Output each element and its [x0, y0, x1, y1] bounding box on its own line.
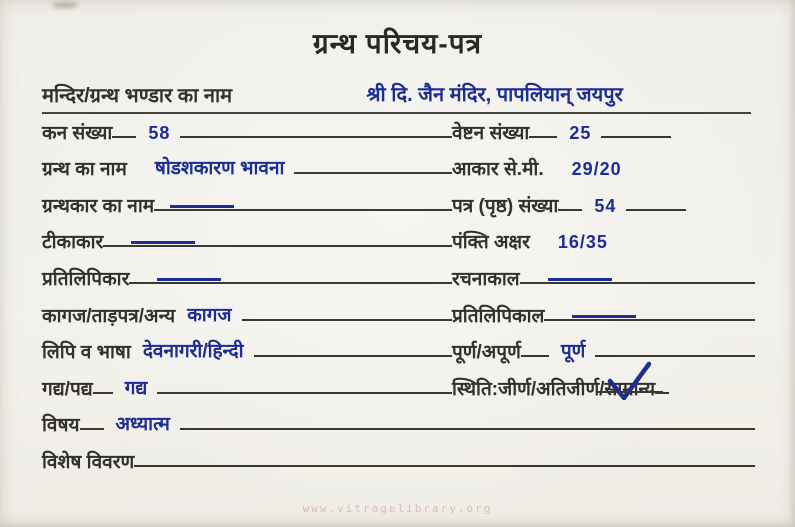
pen-blank-dash: [131, 241, 195, 244]
rule-line: [558, 209, 582, 211]
rule-line: [80, 428, 104, 430]
rule-line: [180, 428, 755, 430]
scan-smudge: [52, 2, 78, 8]
rule-line: [601, 136, 671, 138]
rule-line: [242, 319, 452, 321]
rule-line: [544, 319, 755, 321]
field-label: मन्दिर/ग्रन्थ भण्डार का नाम: [42, 85, 233, 107]
field-row-lipi-purn: [42, 330, 755, 367]
rule-line: [294, 172, 452, 174]
field-row-tikakar-pankti: [42, 220, 755, 257]
rule-line: [595, 355, 755, 357]
field-label: स्थिति:जीर्ण/अतिजीर्ण/: [451, 378, 605, 400]
field-cell: [42, 337, 452, 366]
field-cell: [452, 155, 755, 183]
field-label: पूर्ण/अपूर्ण: [451, 342, 521, 364]
field-cell: [452, 337, 755, 366]
rule-line: [529, 136, 557, 138]
card-title: ग्रन्थ परिचय-पत्र: [312, 28, 483, 59]
field-label: वेष्टन संख्या: [451, 122, 530, 144]
rule-line: [626, 209, 686, 211]
field-label: रचनाकाल: [451, 268, 520, 290]
rule-line: [134, 465, 755, 467]
field-cell: [452, 302, 755, 330]
field-cell: [42, 410, 755, 439]
field-cell: [452, 228, 755, 256]
field-row-kram-veshtan: [42, 110, 755, 147]
field-row-granth-naam-aakar: [42, 147, 755, 184]
field-cell: [452, 192, 755, 220]
pen-blank-dash: [548, 278, 612, 281]
field-label: ग्रन्थ का नाम: [42, 159, 127, 181]
field-label: विषय: [42, 415, 80, 437]
field-row-kagaj-pratilipikaal: [42, 293, 755, 330]
field-row-vishesh-vivaran: [42, 439, 755, 476]
field-cell: [452, 119, 755, 147]
field-cell: [42, 265, 452, 293]
field-label: कागज/ताड़पत्र/अन्य: [42, 305, 176, 327]
rule-line: [157, 392, 452, 394]
field-label: पत्र (पृष्ठ) संख्या: [451, 195, 559, 217]
watermark-text: www.vitragelibrary.org: [302, 502, 493, 515]
field-value-handwritten: पूर्ण: [560, 341, 586, 363]
field-cell: [42, 301, 452, 330]
field-value-handwritten: 29/20: [571, 159, 622, 180]
rule-line: [254, 355, 452, 357]
field-value-handwritten: अध्यात्म: [115, 414, 170, 436]
field-label: पंक्ति अक्षर: [451, 232, 530, 254]
rule-line: [521, 355, 549, 357]
rule-line: [655, 392, 669, 394]
field-row-vishay: [42, 403, 755, 440]
field-label: प्रतिलिपिकाल: [451, 305, 545, 327]
field-label: आकार से.मी.: [451, 159, 544, 181]
field-cell: [42, 228, 452, 256]
field-value-handwritten: गद्य: [124, 377, 148, 399]
field-value-handwritten: 58: [148, 122, 171, 143]
rule-line: [112, 136, 136, 138]
field-row-pratilipikar-rachnakal: [42, 256, 755, 293]
field-value-handwritten: 25: [569, 122, 592, 143]
pen-blank-dash: [572, 315, 636, 318]
field-label: प्रतिलिपिकार: [42, 268, 130, 290]
field-value-handwritten: देवनागरी/हिन्दी: [142, 341, 244, 363]
field-label: ग्रन्थकार का नाम: [42, 195, 155, 217]
field-cell: [452, 265, 755, 293]
field-cell: [42, 448, 755, 476]
field-label: विशेष विवरण: [42, 451, 135, 473]
field-label: कन संख्या: [42, 122, 113, 144]
field-value-handwritten: 16/35: [557, 232, 608, 253]
field-cell: [42, 154, 452, 183]
field-value-handwritten: कागज: [187, 304, 232, 326]
status-option-label: सामान्य: [604, 378, 656, 400]
card-body: [42, 72, 755, 476]
rule-line: [103, 245, 452, 247]
rule-line: [129, 282, 452, 284]
rule-line: [520, 282, 755, 284]
field-cell: [42, 374, 452, 403]
field-label: लिपि व भाषा: [42, 342, 131, 364]
field-value-handwritten: श्री दि. जैन मंदिर, पापलियान् जयपुर: [366, 84, 623, 106]
field-cell: [42, 119, 452, 147]
pen-blank-dash: [157, 278, 221, 281]
field-row-granthkar-patra: [42, 183, 755, 220]
field-cell: [452, 375, 755, 403]
rule-line: [93, 392, 113, 394]
rule-line: [42, 112, 751, 114]
pen-blank-dash: [170, 205, 234, 208]
field-value-handwritten: षोडशकारण भावना: [154, 158, 285, 180]
field-label: गद्य/पद्य: [42, 378, 93, 400]
rule-line: [154, 209, 452, 211]
field-label: टीकाकार: [42, 232, 104, 254]
field-row-mandir-name: [42, 72, 755, 110]
field-value-handwritten: 54: [594, 195, 617, 216]
status-option-checked: [604, 375, 655, 403]
field-row-gadya-sthiti: [42, 366, 755, 403]
field-cell: [42, 192, 452, 220]
rule-line: [180, 136, 452, 138]
